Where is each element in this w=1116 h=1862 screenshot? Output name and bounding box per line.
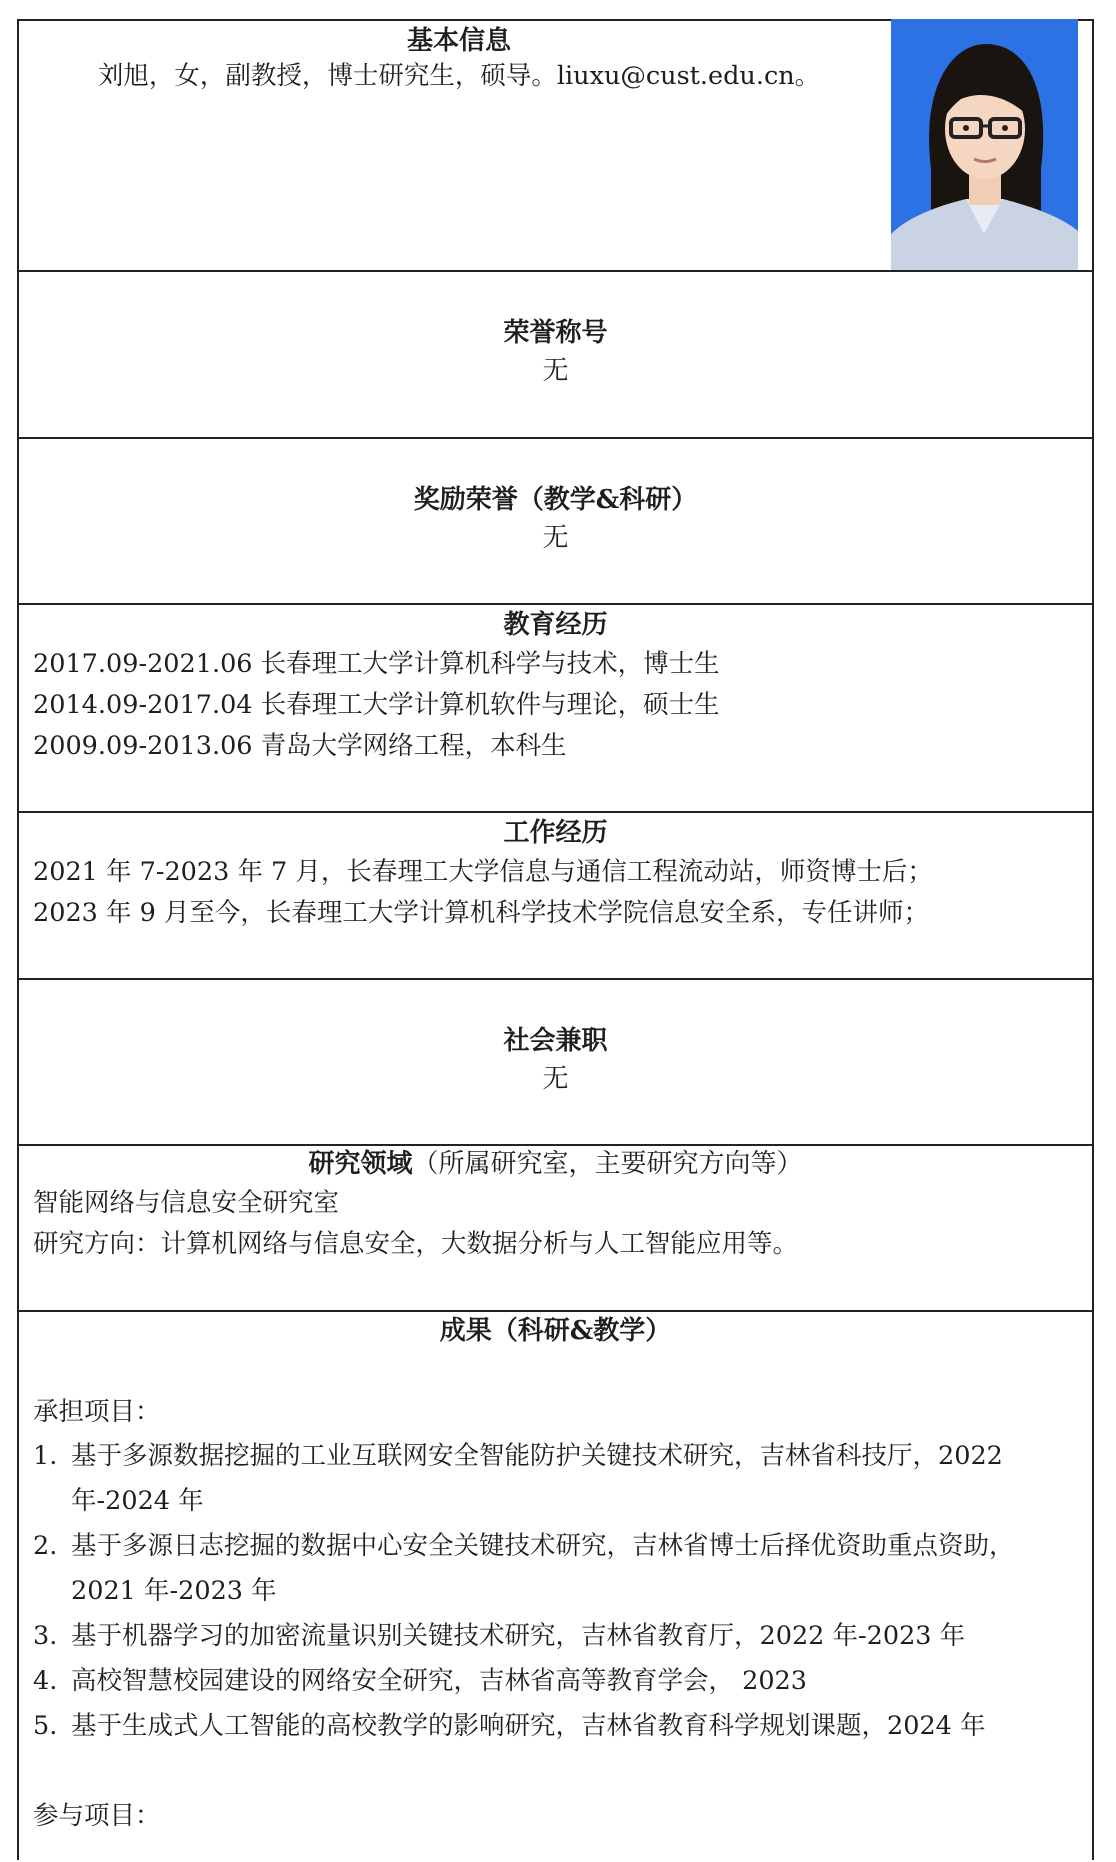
education-item: 2009.09-2013.06 青岛大学网络工程，本科生	[33, 731, 567, 761]
research-item: 研究方向：计算机网络与信息安全，大数据分析与人工智能应用等。	[33, 1229, 799, 1259]
work-item: 2021 年 7-2023 年 7 月，长春理工大学信息与通信工程流动站，师资博士后；	[33, 857, 933, 887]
project-item-cont: 2021 年-2023 年	[71, 1576, 277, 1606]
project-number: 5.	[33, 1711, 58, 1741]
project-item: 高校智慧校园建设的网络安全研究，吉林省高等教育学会， 2023	[71, 1666, 808, 1696]
projects-label: 承担项目：	[33, 1397, 161, 1427]
profile-photo	[891, 19, 1078, 270]
project-item: 基于多源日志挖掘的数据中心安全关键技术研究，吉林省博士后择优资助重点资助，	[71, 1531, 1015, 1561]
section-value: 无	[542, 1064, 569, 1094]
work-item: 2023 年 9 月至今，长春理工大学计算机科学技术学院信息安全系，专任讲师；	[33, 898, 929, 928]
research-title-note: （所属研究室，主要研究方向等）	[412, 1149, 803, 1179]
project-item: 基于多源数据挖掘的工业互联网安全智能防护关键技术研究，吉林省科技厅，2022	[71, 1441, 1003, 1471]
section-title: 成果（科研&教学）	[439, 1316, 672, 1346]
project-number: 4.	[33, 1666, 58, 1696]
education-item: 2017.09-2021.06 长春理工大学计算机科学与技术，博士生	[33, 649, 720, 679]
section-title: 社会兼职	[503, 1026, 608, 1056]
education-item: 2014.09-2017.04 长春理工大学计算机软件与理论，硕士生	[33, 690, 720, 720]
section-value: 无	[542, 356, 569, 386]
awards-section	[19, 439, 1092, 605]
section-title	[19, 1148, 1092, 1180]
section-title: 工作经历	[503, 818, 608, 848]
results-section	[19, 1312, 1092, 1862]
work-section	[19, 813, 1092, 980]
project-number: 3.	[33, 1621, 58, 1651]
profile-document	[17, 19, 1094, 1860]
research-title-bold: 研究领域	[308, 1149, 413, 1179]
project-item: 基于机器学习的加密流量识别关键技术研究，吉林省教育厅，2022 年-2023 年	[71, 1621, 966, 1651]
basic-info-section	[19, 21, 1092, 272]
section-title: 教育经历	[503, 610, 608, 640]
participate-label: 参与项目：	[33, 1801, 161, 1831]
project-item-cont: 年-2024 年	[71, 1486, 204, 1516]
social-section	[19, 980, 1092, 1146]
project-item: 基于生成式人工智能的高校教学的影响研究，吉林省教育科学规划课题，2024 年	[71, 1711, 986, 1741]
research-section	[19, 1146, 1092, 1312]
education-section	[19, 605, 1092, 813]
section-value: 无	[542, 523, 569, 553]
section-title: 基本信息	[406, 26, 511, 56]
research-item: 智能网络与信息安全研究室	[33, 1188, 340, 1218]
basic-info-text: 刘旭，女，副教授，博士研究生，硕导。liuxu@cust.edu.cn。	[97, 61, 821, 91]
project-number: 2.	[33, 1531, 58, 1561]
project-number: 1.	[33, 1441, 58, 1471]
section-title: 奖励荣誉（教学&科研）	[413, 485, 698, 515]
honor-title-section	[19, 272, 1092, 439]
section-title: 荣誉称号	[503, 318, 608, 348]
